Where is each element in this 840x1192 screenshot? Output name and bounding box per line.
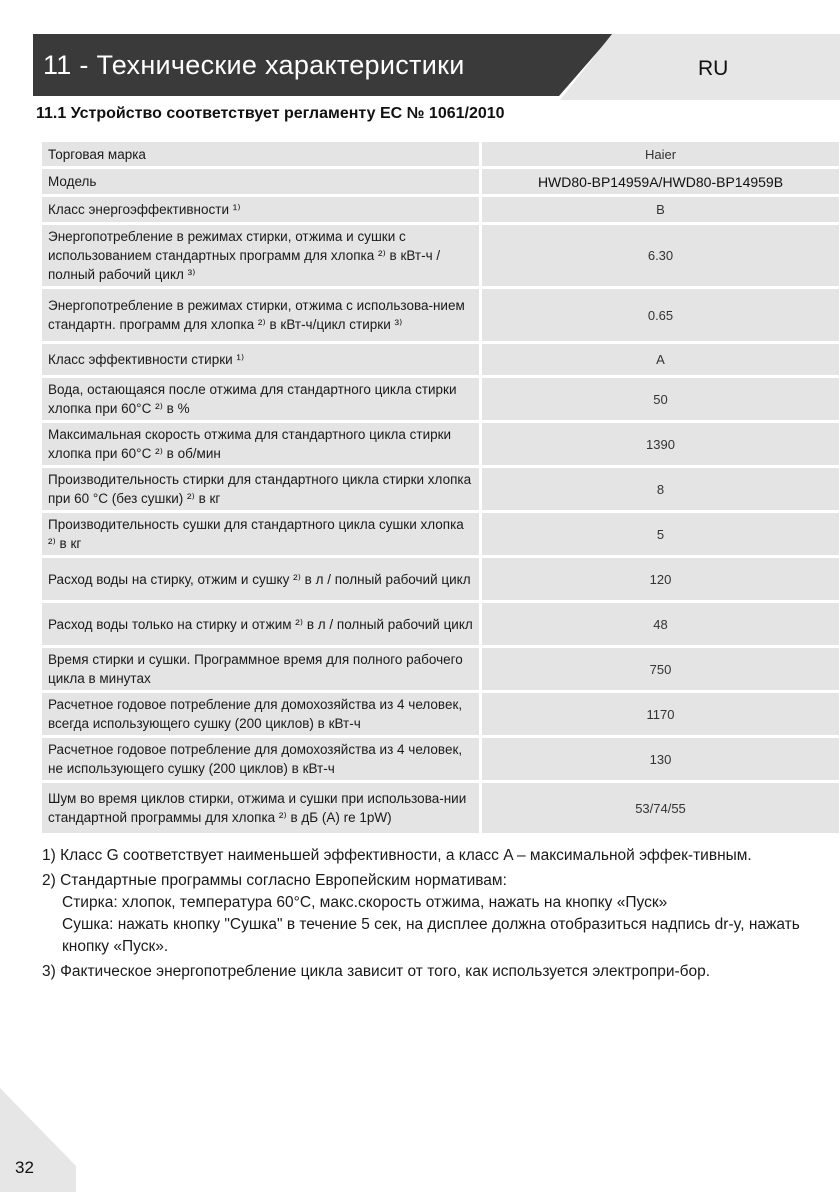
row-value: 130 — [482, 738, 839, 780]
row-value: 0.65 — [482, 289, 839, 341]
page-number: 32 — [15, 1158, 34, 1177]
table-row — [42, 603, 839, 645]
section-title: 11.1 Устройство соответствует регламенту ЕС № 1061/2010 — [36, 105, 505, 122]
row-value: Haier — [482, 142, 839, 166]
page-corner-shape — [0, 1088, 80, 1192]
footnote-2 — [42, 870, 822, 958]
footnote-3: 3) Фактическое энергопотребление цикла зависит от того, как используется электропри-бор. — [42, 963, 711, 980]
table-row — [42, 378, 839, 420]
footnote-2-title: 2) Стандартные программы согласно Европейским нормативам: — [42, 872, 507, 889]
table-row — [42, 513, 839, 555]
table-row — [42, 783, 839, 833]
row-label: Энергопотребление в режимах стирки, отжима с использова-нием стандартн. программ для хлопка ²⁾ в кВт-ч/цикл стирки ³⁾ — [42, 289, 479, 341]
table-row — [42, 648, 839, 690]
row-value: 1170 — [482, 693, 839, 735]
row-value: 53/74/55 — [482, 783, 839, 833]
row-value: 120 — [482, 558, 839, 600]
footnote-2-dry: Сушка: нажать кнопку "Сушка" в течение 5 сек, на дисплее должна отобразиться надпись dr-y, нажать кнопку «Пуск». — [62, 916, 800, 955]
table-row — [42, 289, 839, 341]
row-label: Модель — [42, 169, 479, 194]
spec-table — [42, 139, 839, 836]
table-row — [42, 558, 839, 600]
row-label: Энергопотребление в режимах стирки, отжима и сушки с использованием стандартных программ для хлопка ²⁾ в кВт-ч / полный рабочий цикл ³⁾ — [42, 225, 479, 286]
footnotes — [42, 845, 822, 986]
table-row — [42, 225, 839, 286]
row-value: A — [482, 344, 839, 375]
table-row — [42, 693, 839, 735]
table-row — [42, 142, 839, 166]
table-row — [42, 468, 839, 510]
row-label: Расход воды только на стирку и отжим ²⁾ в л / полный рабочий цикл — [42, 603, 479, 645]
chapter-title: 11 - Технические характеристики — [43, 50, 465, 80]
table-row — [42, 344, 839, 375]
row-value: HWD80-BP14959A/HWD80-BP14959B — [482, 169, 839, 194]
row-label: Время стирки и сушки. Программное время для полного рабочего цикла в минутах — [42, 648, 479, 690]
language-label: RU — [698, 57, 729, 80]
table-row — [42, 738, 839, 780]
row-label: Расчетное годовое потребление для домохозяйства из 4 человек, всегда использующего сушку (200 циклов) в кВт-ч — [42, 693, 479, 735]
row-label: Производительность стирки для стандартного цикла стирки хлопка при 60 °C (без сушки) ²⁾ в кг — [42, 468, 479, 510]
row-value: 5 — [482, 513, 839, 555]
row-label: Производительность сушки для стандартного цикла сушки хлопка ²⁾ в кг — [42, 513, 479, 555]
row-label: Шум во время циклов стирки, отжима и сушки при использова-нии стандартной программы для хлопка ²⁾ в дБ (А) re 1pW) — [42, 783, 479, 833]
row-value: 50 — [482, 378, 839, 420]
footnote-2-wash: Стирка: хлопок, температура 60°C, макс.скорость отжима, нажать на кнопку «Пуск» — [62, 894, 668, 911]
row-label: Расчетное годовое потребление для домохозяйства из 4 человек, не использующего сушку (200 циклов) в кВт-ч — [42, 738, 479, 780]
row-label: Максимальная скорость отжима для стандартного цикла стирки хлопка при 60°C ²⁾ в об/мин — [42, 423, 479, 465]
row-value: 48 — [482, 603, 839, 645]
row-label: Класс эффективности стирки ¹⁾ — [42, 344, 479, 375]
page-corner — [0, 1088, 80, 1192]
row-label: Класс энергоэффективности ¹⁾ — [42, 197, 479, 222]
table-row — [42, 169, 839, 194]
row-label: Вода, остающаяся после отжима для стандартного цикла стирки хлопка при 60°C ²⁾ в % — [42, 378, 479, 420]
row-value: 6.30 — [482, 225, 839, 286]
row-label: Расход воды на стирку, отжим и сушку ²⁾ в л / полный рабочий цикл — [42, 558, 479, 600]
row-value: B — [482, 197, 839, 222]
row-label: Торговая марка — [42, 142, 479, 166]
row-value: 750 — [482, 648, 839, 690]
table-row — [42, 423, 839, 465]
table-row — [42, 197, 839, 222]
row-value: 8 — [482, 468, 839, 510]
footnote-1: 1) Класс G соответствует наименьшей эффективности, а класс A – максимальной эффек-тивным. — [42, 847, 752, 864]
row-value: 1390 — [482, 423, 839, 465]
